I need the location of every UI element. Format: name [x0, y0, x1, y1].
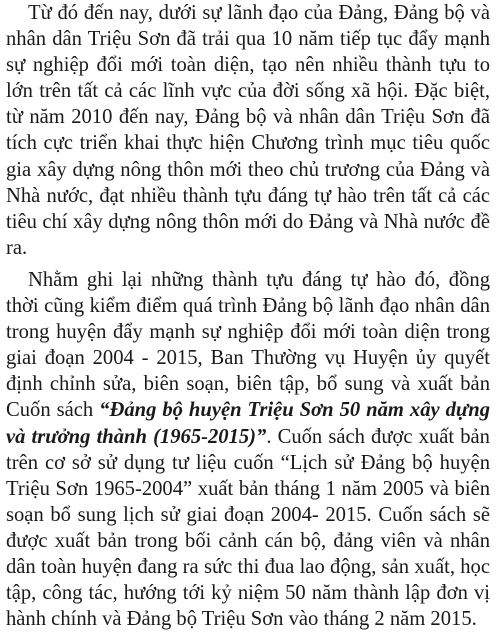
book-title: “Đảng bộ huyện Triệu Sơn 50 năm xây dựng và trưởng thành (1965-2015)”	[6, 399, 490, 448]
paragraph-book-purpose	[6, 267, 490, 632]
document-page	[6, 0, 490, 632]
paragraph-history-intro	[6, 0, 490, 261]
paragraph-text: Từ đó đến nay, dưới sự lãnh đạo của Đảng, Đảng bộ và nhân dân Triệu Sơn đã trải qua 10 năm tiếp tục đẩy mạnh sự nghiệp đổi mới toàn diện, tạo nên nhiều thành tựu to lớn trên tất cả các lĩnh vực của đời sống xã hội. Đặc biệt, từ năm 2010 đến nay, Đảng bộ và nhân dân Triệu Sơn đã tích cực triển khai thực hiện Chương trình mục tiêu quốc gia xây dựng nông thôn mới theo chủ trương của Đảng và Nhà nước, đạt nhiều thành tựu đáng tự hào trên tất cả các tiêu chí xây dựng nông thôn mới do Đảng và Nhà nước đề ra.	[6, 2, 490, 259]
paragraph-text-before-title: Nhằm ghi lại những thành tựu đáng tự hào đó, đồng thời cũng kiểm điểm quá trình Đảng bộ lãnh đạo nhân dân trong huyện đẩy mạnh sự nghiệp đổi mới toàn diện trong giai đoạn 2004 - 2015, Ban Thường vụ Huyện ủy quyết định chỉnh sửa, biên soạn, biên tập, bổ sung và xuất bản Cuốn sách	[6, 268, 490, 422]
paragraph-text-after-title: . Cuốn sách được xuất bản trên cơ sở sử dụng tư liệu cuốn “Lịch sử Đảng bộ huyện Triệu Sơn 1965-2004” xuất bản tháng 1 năm 2005 và biên soạn bổ sung lịch sử giai đoạn 2004- 2015. Cuốn sách sẽ được xuất bản trong bối cảnh cán bộ, đảng viên và nhân dân toàn huyện đang ra sức thi đua lao động, sản xuất, học tập, công tác, hướng tới kỷ niệm 50 năm thành lập đơn vị hành chính và Đảng bộ Triệu Sơn vào tháng 2 năm 2015.	[6, 425, 490, 631]
